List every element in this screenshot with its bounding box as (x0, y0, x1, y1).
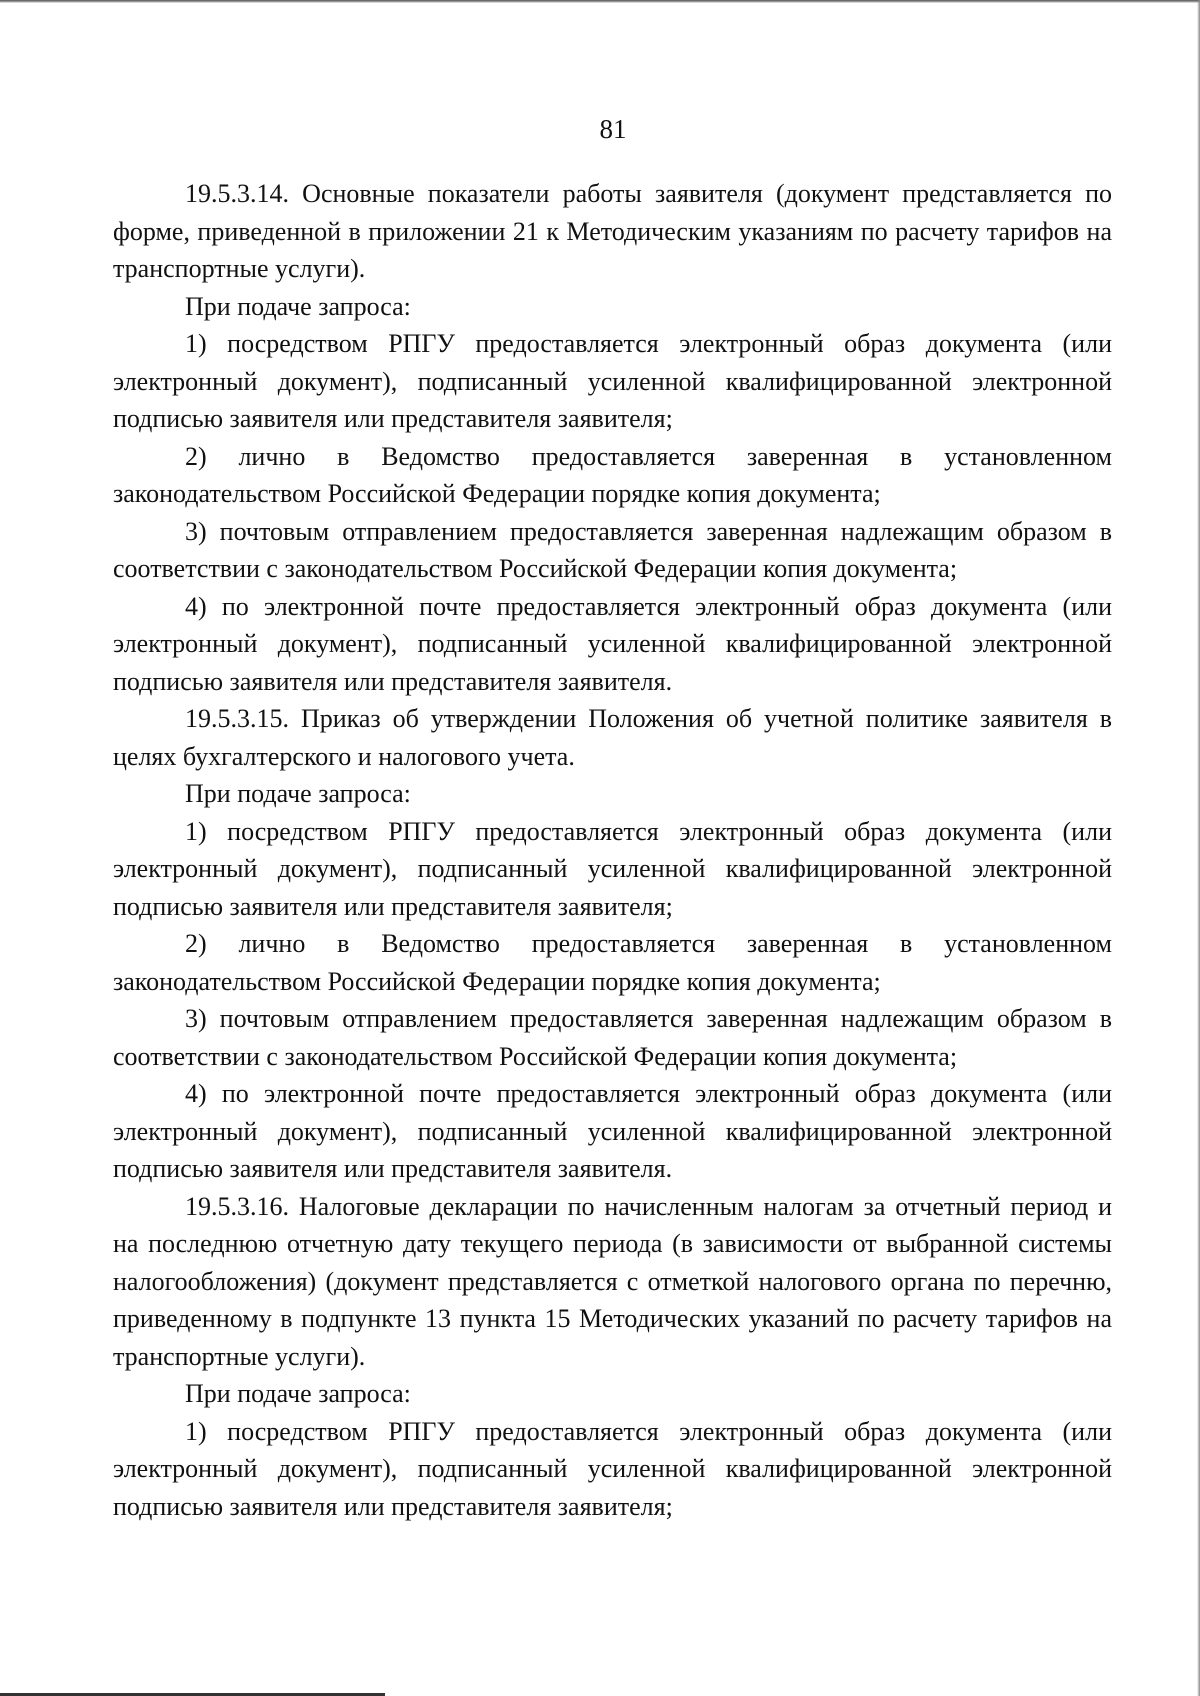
request-submission-heading: При подаче запроса: (185, 1379, 411, 1408)
paragraph-19-5-3-16: 19.5.3.16. Налоговые декларации по начисленным налогам за отчетный период и на последнюю отчетную дату текущего периода (в зависимости от выбранной системы налогообложения) (документ представляется с отметкой налогового органа по перечню, приведенному в подпункте 13 пункта 15 Методических указаний по расчету тарифов на транспортные услуги). (113, 1191, 1112, 1371)
list-item-rpgu: 1) посредством РПГУ предоставляется электронный образ документа (или электронный документ), подписанный усиленной квалифицированной электронной подписью заявителя или представителя заявителя; (113, 1416, 1112, 1521)
list-item-postal: 3) почтовым отправлением предоставляется заверенная надлежащим образом в соответствии с законодательством Российской Федерации копия документа; (113, 516, 1112, 583)
request-submission-heading: При подаче запроса: (185, 291, 411, 321)
list-item-rpgu: 1) посредством РПГУ предоставляется электронный образ документа (или электронный документ), подписанный усиленной квалифицированной электронной подписью заявителя или представителя заявителя; (113, 816, 1112, 921)
page-number: 81 (599, 114, 627, 144)
document-body (113, 175, 1112, 1525)
list-item-email: 4) по электронной почте предоставляется электронный образ документа (или электронный документ), подписанный усиленной квалифицированной электронной подписью заявителя или представителя заявителя. (113, 591, 1112, 696)
request-submission-heading: При подаче запроса: (185, 779, 411, 808)
list-item-in-person: 2) лично в Ведомство предоставляется заверенная в установленном законодательством Российской Федерации порядке копия документа; (113, 929, 1112, 996)
list-item-postal: 3) почтовым отправлением предоставляется заверенная надлежащим образом в соответствии с законодательством Российской Федерации копия документа; (113, 1004, 1112, 1071)
list-item-in-person: 2) лично в Ведомство предоставляется заверенная в установленном законодательством Российской Федерации порядке копия документа; (113, 441, 1112, 508)
list-item-email: 4) по электронной почте предоставляется электронный образ документа (или электронный документ), подписанный усиленной квалифицированной электронной подписью заявителя или представителя заявителя. (113, 1079, 1112, 1183)
scan-border-top (0, 0, 1200, 3)
paragraph-19-5-3-14: 19.5.3.14. Основные показатели работы заявителя (документ представляется по форме, приведенной в приложении 21 к Методическим указаниям по расчету тарифов на транспортные услуги). (113, 179, 1112, 283)
list-item-rpgu: 1) посредством РПГУ предоставляется электронный образ документа (или электронный документ), подписанный усиленной квалифицированной электронной подписью заявителя или представителя заявителя; (113, 329, 1112, 433)
paragraph-19-5-3-15: 19.5.3.15. Приказ об утверждении Положения об учетной политике заявителя в целях бухгалтерского и налогового учета. (113, 704, 1112, 771)
